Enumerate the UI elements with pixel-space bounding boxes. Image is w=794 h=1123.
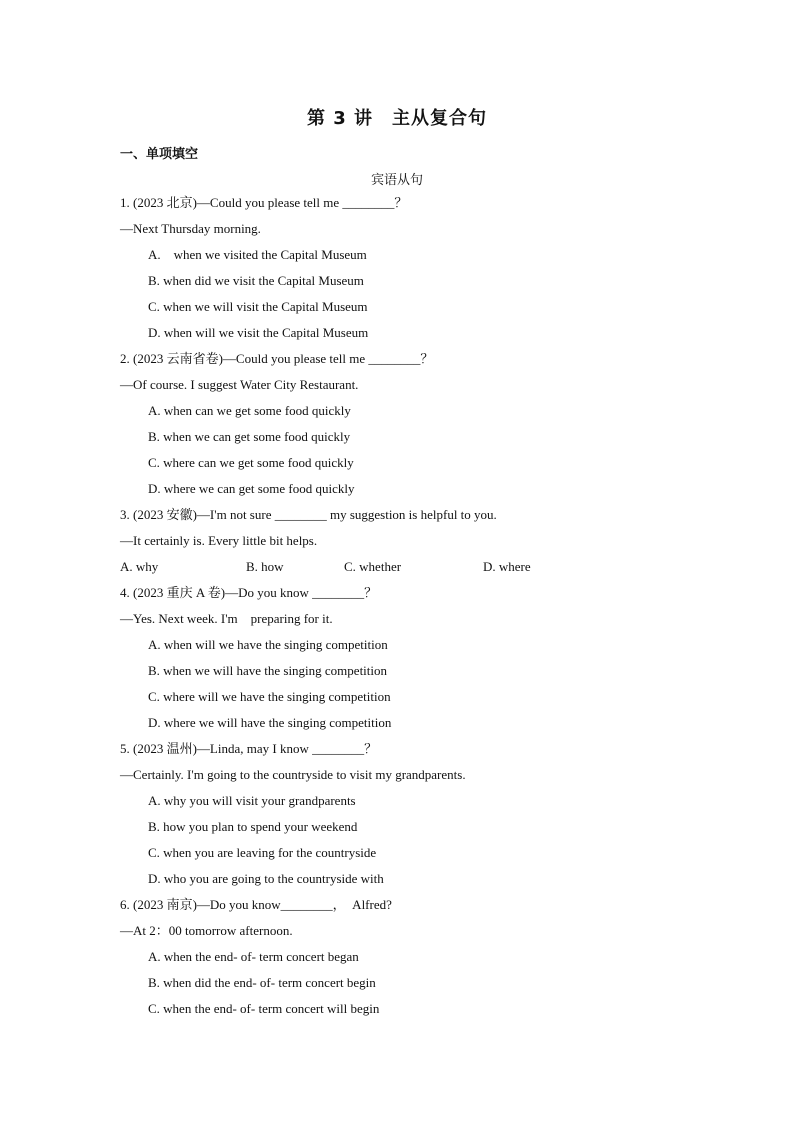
option-a: A. when can we get some food quickly [148, 403, 351, 418]
section-heading: 一、单项填空 [120, 147, 199, 162]
option-b: B. when we will have the singing competition [148, 663, 388, 678]
question-1 [0, 190, 794, 346]
question-stem: 6. (2023 南京)—Do you know________， Alfred? [120, 897, 392, 912]
question-stem: 2. (2023 云南省卷)—Could you please tell me ________？ [120, 351, 434, 366]
option-c: C. whether [344, 559, 402, 574]
option-d: D. where we will have the singing competition [148, 715, 392, 730]
option-a: A. when will we have the singing competition [148, 637, 388, 652]
option-d: D. when will we visit the Capital Museum [148, 325, 369, 340]
option-b: B. how [246, 559, 284, 574]
option-b: B. when did we visit the Capital Museum [148, 273, 364, 288]
question-6 [0, 892, 794, 1022]
option-b: B. when did the end- of- term concert begin [148, 975, 376, 990]
question-2 [0, 346, 794, 502]
question-reply: —Next Thursday morning. [120, 221, 261, 236]
question-reply: —It certainly is. Every little bit helps. [120, 533, 318, 548]
option-c: C. when the end- of- term concert will begin [148, 1001, 380, 1016]
option-a: A. why [120, 559, 159, 574]
subsection-heading: 宾语从句 [370, 173, 423, 188]
option-a: A. why you will visit your grandparents [148, 793, 356, 808]
option-c: C. where will we have the singing competition [148, 689, 391, 704]
question-5 [0, 736, 794, 892]
option-c: C. when we will visit the Capital Museum [148, 299, 368, 314]
option-a: A. when we visited the Capital Museum [148, 247, 367, 262]
option-b: B. how you plan to spend your weekend [148, 819, 358, 834]
question-reply: —Yes. Next week. I'm preparing for it. [120, 611, 333, 626]
question-reply: —Certainly. I'm going to the countryside to visit my grandparents. [120, 767, 466, 782]
option-d: D. where we can get some food quickly [148, 481, 355, 496]
option-b: B. when we can get some food quickly [148, 429, 351, 444]
question-4 [0, 580, 794, 736]
inline-options [0, 554, 794, 580]
page-title: 第 3 讲 主从复合句 [306, 108, 488, 129]
question-stem: 5. (2023 温州)—Linda, may I know ________？ [120, 741, 378, 756]
option-a: A. when the end- of- term concert began [148, 949, 359, 964]
question-stem: 3. (2023 安徽)—I'm not sure ________ my suggestion is helpful to you. [120, 507, 497, 522]
question-reply: —At 2：00 tomorrow afternoon. [120, 923, 293, 938]
question-reply: —Of course. I suggest Water City Restaurant. [120, 377, 359, 392]
option-c: C. where can we get some food quickly [148, 455, 354, 470]
option-d: D. who you are going to the countryside with [148, 871, 384, 886]
option-d: D. where [483, 559, 531, 574]
question-3 [0, 502, 794, 580]
question-stem: 1. (2023 北京)—Could you please tell me ________？ [120, 195, 408, 210]
option-c: C. when you are leaving for the countryside [148, 845, 377, 860]
question-stem: 4. (2023 重庆 A 卷)—Do you know ________？ [120, 585, 378, 600]
